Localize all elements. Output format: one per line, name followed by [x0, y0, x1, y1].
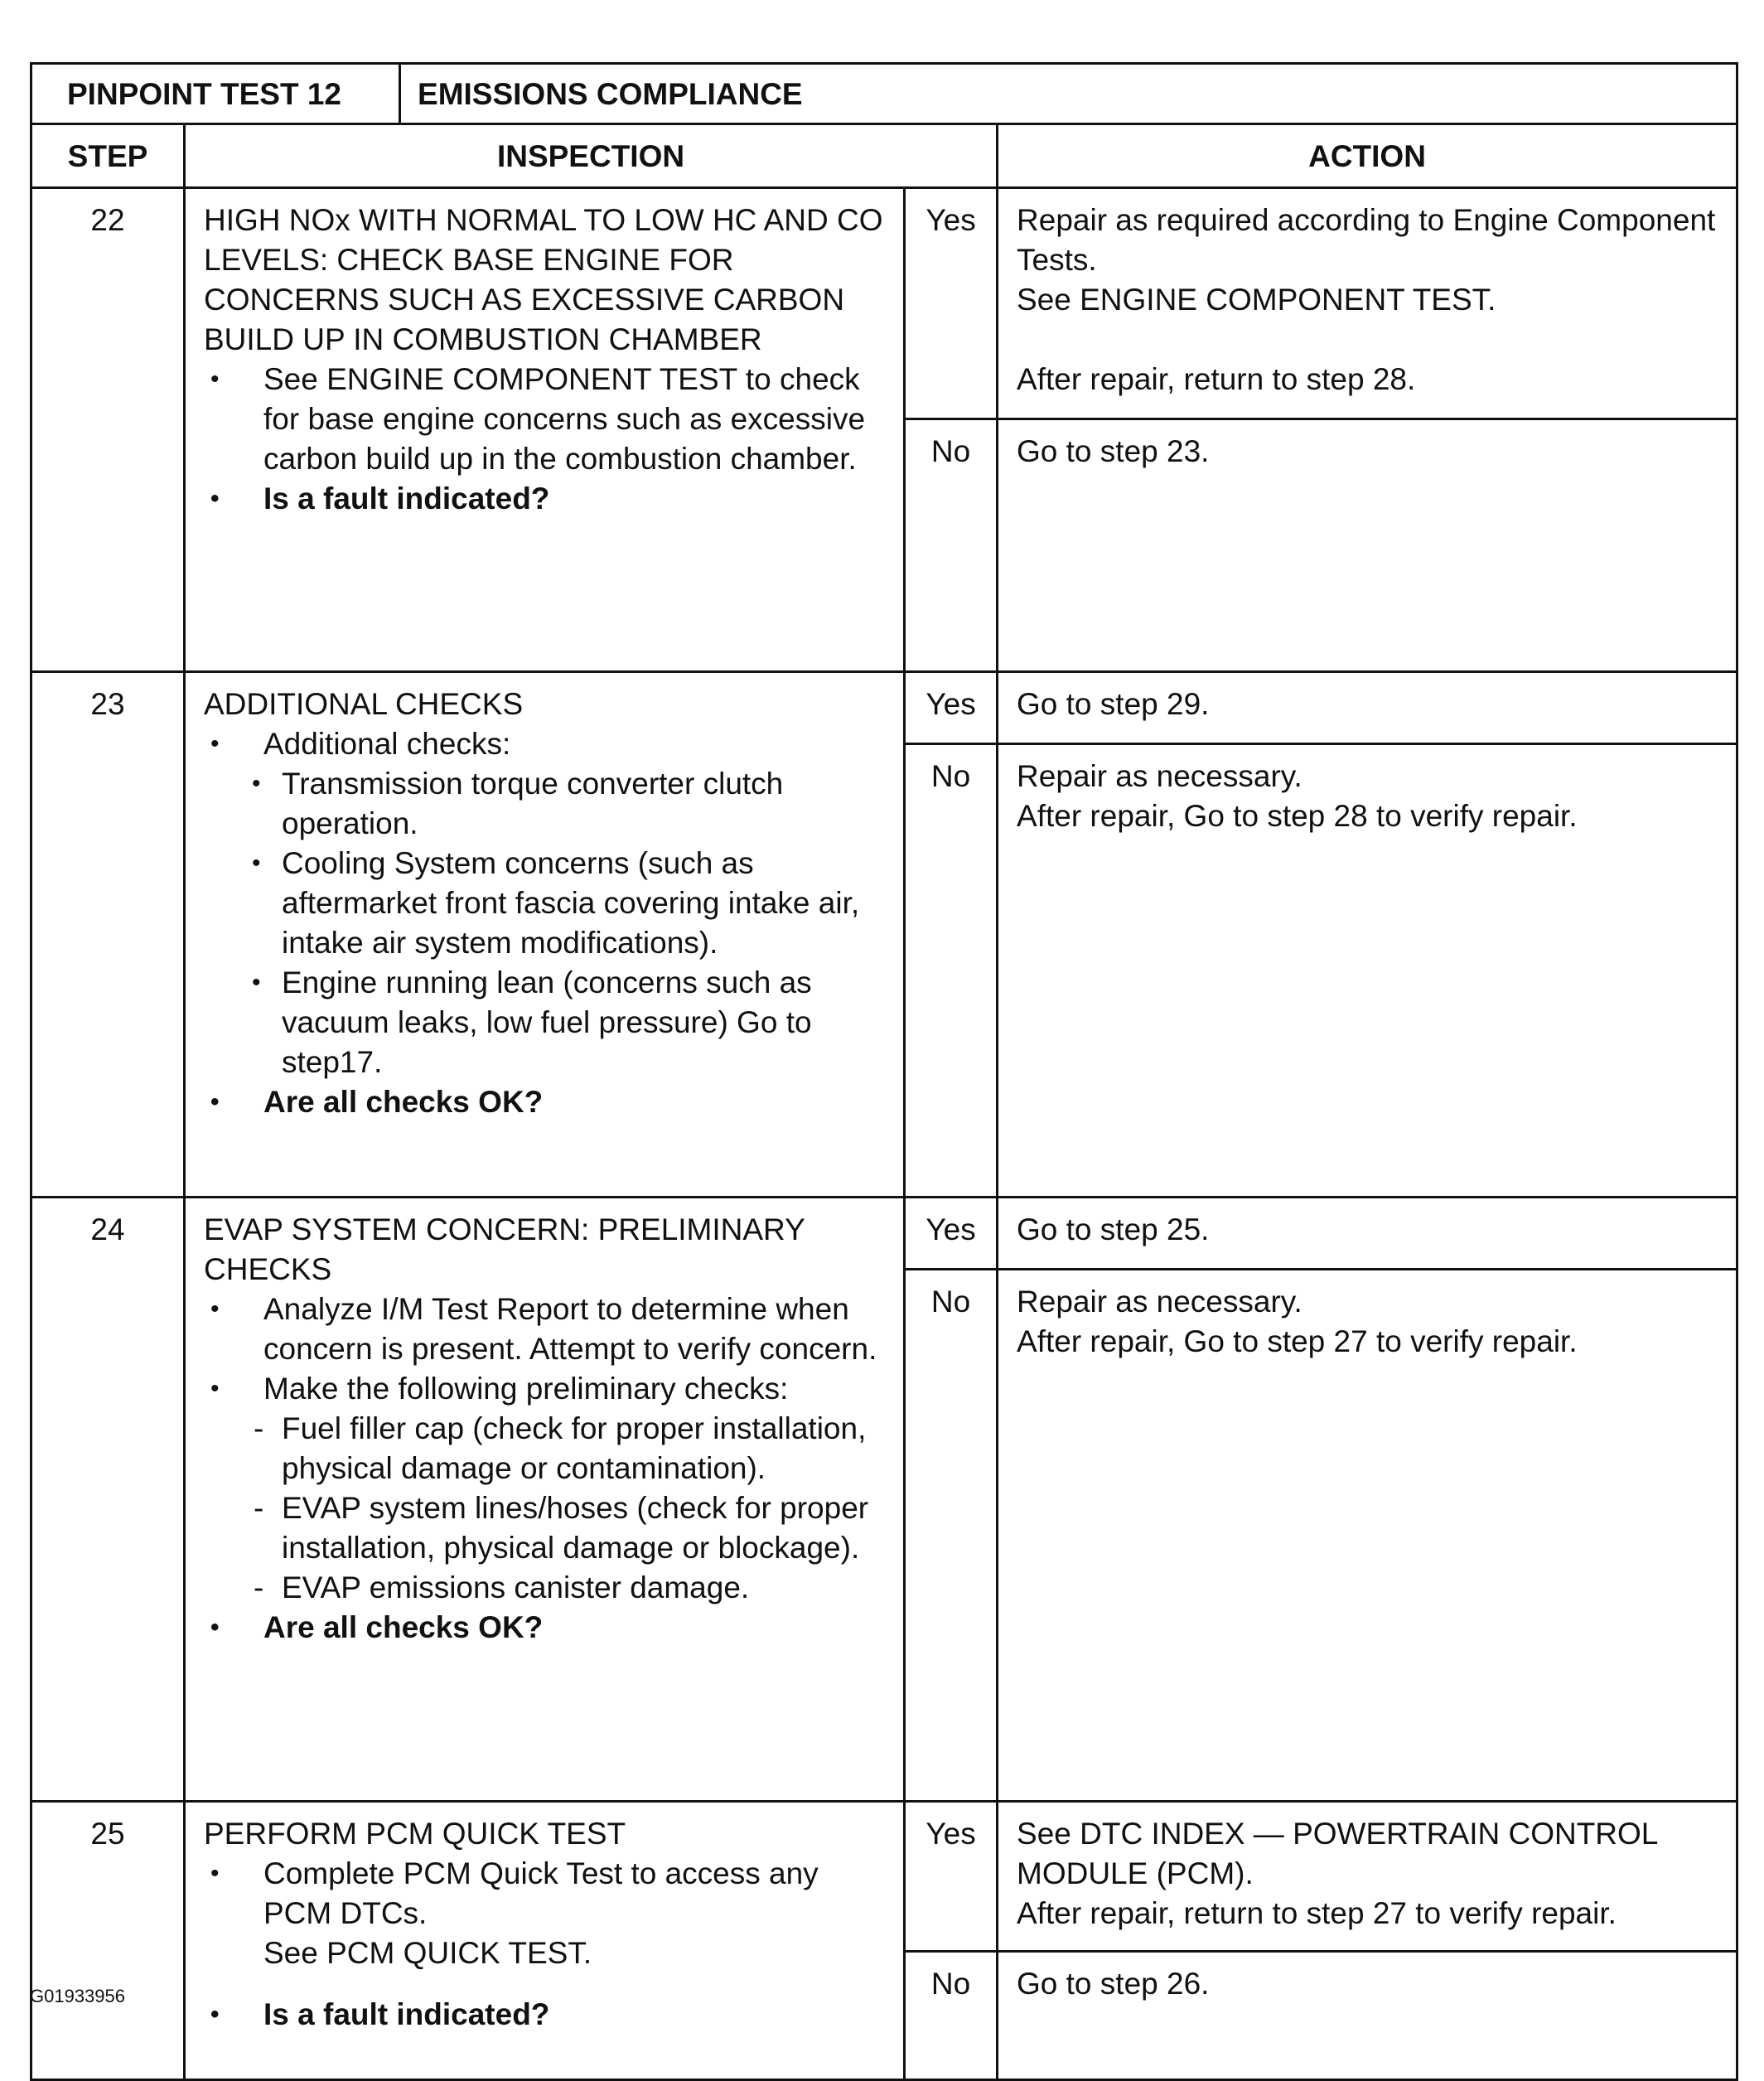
inspection-headline: EVAP SYSTEM CONCERN: PRELIMINARY CHECKS [204, 1212, 805, 1286]
column-header-inspection: INSPECTION [185, 124, 998, 188]
inspection-cell [185, 1198, 905, 1802]
inspection-bullet: • Analyze I/M Test Report to determine when concern is present. Attempt to verify concern. [204, 1290, 890, 1369]
table-row [31, 672, 1737, 744]
no-label: No [905, 744, 998, 1198]
inspection-bullet: • See ENGINE COMPONENT TEST to check for base engine concerns such as excessive carbon build up in the combustion chamber. [204, 360, 890, 479]
inspection-list [204, 360, 890, 519]
title-row [31, 64, 1737, 124]
table-row [31, 1198, 1737, 1270]
inspection-list [204, 1290, 890, 1648]
inspection-subitem: • Transmission torque converter clutch operation. [242, 764, 890, 844]
yes-action [998, 1198, 1737, 1270]
inspection-list [204, 1854, 890, 2035]
action-text: After repair, Go to step 28 to verify repair. [1017, 799, 1578, 833]
inspection-bullet [204, 1854, 890, 1995]
column-header-action: ACTION [998, 124, 1737, 188]
inspection-sublist [242, 1409, 890, 1608]
inspection-bullet-text: See PCM QUICK TEST. [263, 1936, 592, 1970]
spacer [263, 1973, 890, 1995]
action-text: Repair as necessary. [1017, 759, 1302, 793]
inspection-headline: HIGH NOx WITH NORMAL TO LOW HC AND CO LEVELS: CHECK BASE ENGINE FOR CONCERNS SUCH AS EXCESSIVE CARBON BUILD UP IN COMBUSTION CHAMBER [204, 203, 883, 356]
inspection-cell [185, 672, 905, 1198]
step-number: 24 [31, 1198, 185, 1802]
column-header-step: STEP [31, 124, 185, 188]
inspection-cell [185, 1802, 905, 2080]
action-text: Go to step 29. [1017, 687, 1210, 721]
action-text: After repair, Go to step 27 to verify repair. [1017, 1324, 1578, 1358]
action-text: After repair, return to step 28. [1017, 362, 1416, 396]
inspection-headline: ADDITIONAL CHECKS [204, 687, 524, 721]
step-number: 23 [31, 672, 185, 1198]
inspection-headline: PERFORM PCM QUICK TEST [204, 1817, 626, 1851]
inspection-subitem: • Engine running lean (concerns such as vacuum leaks, low fuel pressure) Go to step17. [242, 963, 890, 1082]
yes-label: Yes [905, 672, 998, 744]
action-text: Repair as necessary. [1017, 1285, 1302, 1319]
inspection-bullet [204, 1369, 890, 1608]
inspection-question: • Are all checks OK? [204, 1608, 890, 1648]
inspection-subitem: - EVAP emissions canister damage. [242, 1568, 890, 1608]
action-text: Go to step 23. [1017, 434, 1210, 468]
action-text: Repair as required according to Engine Component Tests. [1017, 203, 1716, 277]
inspection-bullet-text: Make the following preliminary checks: [263, 1372, 789, 1406]
inspection-bullet [204, 724, 890, 1082]
action-text: Go to step 25. [1017, 1212, 1210, 1246]
inspection-question: • Are all checks OK? [204, 1082, 890, 1122]
action-text: See DTC INDEX — POWERTRAIN CONTROL MODULE (PCM). [1017, 1817, 1658, 1890]
no-action [998, 1952, 1737, 2080]
pinpoint-test-label: PINPOINT TEST 12 [31, 64, 400, 124]
yes-label: Yes [905, 1198, 998, 1270]
yes-label: Yes [905, 1802, 998, 1952]
yes-label: Yes [905, 188, 998, 419]
no-label: No [905, 419, 998, 672]
inspection-bullet-text: Additional checks: [263, 727, 511, 761]
no-action [998, 1270, 1737, 1802]
column-header-row [31, 124, 1737, 188]
inspection-subitem: • Cooling System concerns (such as aftermarket front fascia covering intake air, intake air system modifications). [242, 844, 890, 963]
inspection-question: • Is a fault indicated? [204, 1995, 890, 2035]
action-text: Go to step 26. [1017, 1967, 1210, 2001]
spacer [1017, 320, 1723, 360]
inspection-list [204, 724, 890, 1122]
pinpoint-test-title: EMISSIONS COMPLIANCE [400, 64, 1737, 124]
inspection-cell [185, 188, 905, 672]
pinpoint-test-sheet [30, 62, 1736, 2081]
inspection-question: • Is a fault indicated? [204, 479, 890, 519]
yes-action [998, 188, 1737, 419]
no-action [998, 744, 1737, 1198]
table-row [31, 188, 1737, 419]
inspection-sublist [242, 764, 890, 1082]
no-action [998, 419, 1737, 672]
inspection-subitem: - Fuel filler cap (check for proper installation, physical damage or contamination). [242, 1409, 890, 1488]
step-number: 25 [31, 1802, 185, 2080]
action-text: See ENGINE COMPONENT TEST. [1017, 283, 1496, 317]
yes-action [998, 1802, 1737, 1952]
table-row [31, 1802, 1737, 1952]
action-text: After repair, return to step 27 to verify repair. [1017, 1896, 1617, 1930]
inspection-subitem: - EVAP system lines/hoses (check for proper installation, physical damage or blockage). [242, 1488, 890, 1568]
step-number: 22 [31, 188, 185, 672]
no-label: No [905, 1952, 998, 2080]
yes-action [998, 672, 1737, 744]
inspection-bullet-text: • Complete PCM Quick Test to access any PCM DTCs. [263, 1856, 819, 1930]
pinpoint-test-table [30, 62, 1738, 2081]
no-label: No [905, 1270, 998, 1802]
figure-id: G01933956 [30, 1986, 125, 2006]
